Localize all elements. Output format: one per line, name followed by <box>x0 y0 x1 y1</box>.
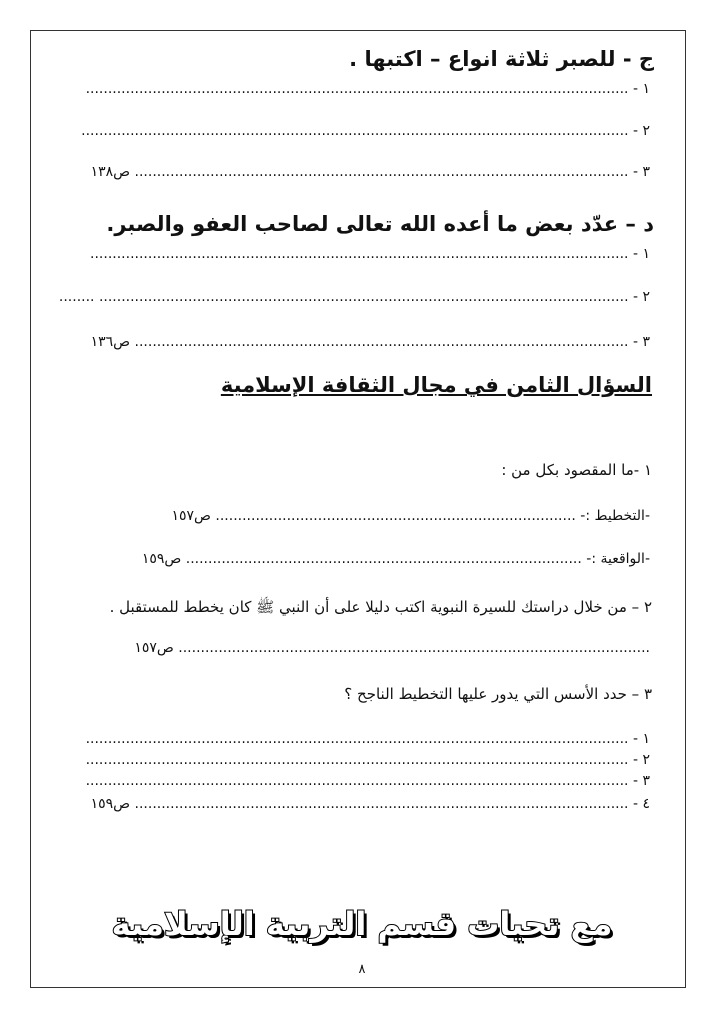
footer-greeting: مع تحيات قسم التربية الإسلامية <box>111 905 613 943</box>
answer-line-q2: .......................................................................................................... ص١٥٧ <box>134 640 650 656</box>
question-3: ٣ – حدد الأسس التي يدور عليها التخطيط الناجح ؟ <box>344 685 652 703</box>
answer-line-1: ١ - .......................................................................................................................... <box>85 81 650 97</box>
answer-line-4: ٤ - ............................................................................................................... ص١٥٩ <box>90 796 650 812</box>
page-number: ٨ <box>358 962 366 977</box>
answer-line-3: ٣ - ............................................................................................................... ص١٣٦ <box>90 334 650 350</box>
question-2: ٢ – من خلال دراستك للسيرة النبوية اكتب دليلا على أن النبي ﷺ كان يخطط للمستقبل . <box>109 598 652 616</box>
definition-line-realism: -الواقعية :- ......................................................................................... ص١٥٩ <box>141 551 650 567</box>
answer-line-2: ٢ - ........................................................................................................................... <box>81 123 650 139</box>
heading-patience-types: ج - للصبر ثلاثة انواع – اكتبها . <box>349 47 654 71</box>
heading-forgiveness-reward: د – عدّد بعض ما أعده الله تعالى لصاحب العفو والصبر. <box>106 212 654 236</box>
answer-line-3: ٣ - ............................................................................................................... ص١٣٨ <box>90 164 650 180</box>
section-title-eighth-question: السؤال الثامن في مجال الثقافة الإسلامية <box>220 373 652 397</box>
answer-line-2: ٢ - ....................................................................................................................... ........ <box>58 289 650 305</box>
answer-line-2: ٢ - .......................................................................................................................... <box>85 752 650 768</box>
answer-line-1: ١ - .......................................................................................................................... <box>85 731 650 747</box>
question-1: ١ -ما المقصود بكل من : <box>501 461 652 479</box>
definition-line-planning: -التخطيط :- ................................................................................. ص١٥٧ <box>171 508 650 524</box>
answer-line-1: ١ - ......................................................................................................................... <box>90 246 650 262</box>
answer-line-3: ٣ - .......................................................................................................................... <box>85 773 650 789</box>
